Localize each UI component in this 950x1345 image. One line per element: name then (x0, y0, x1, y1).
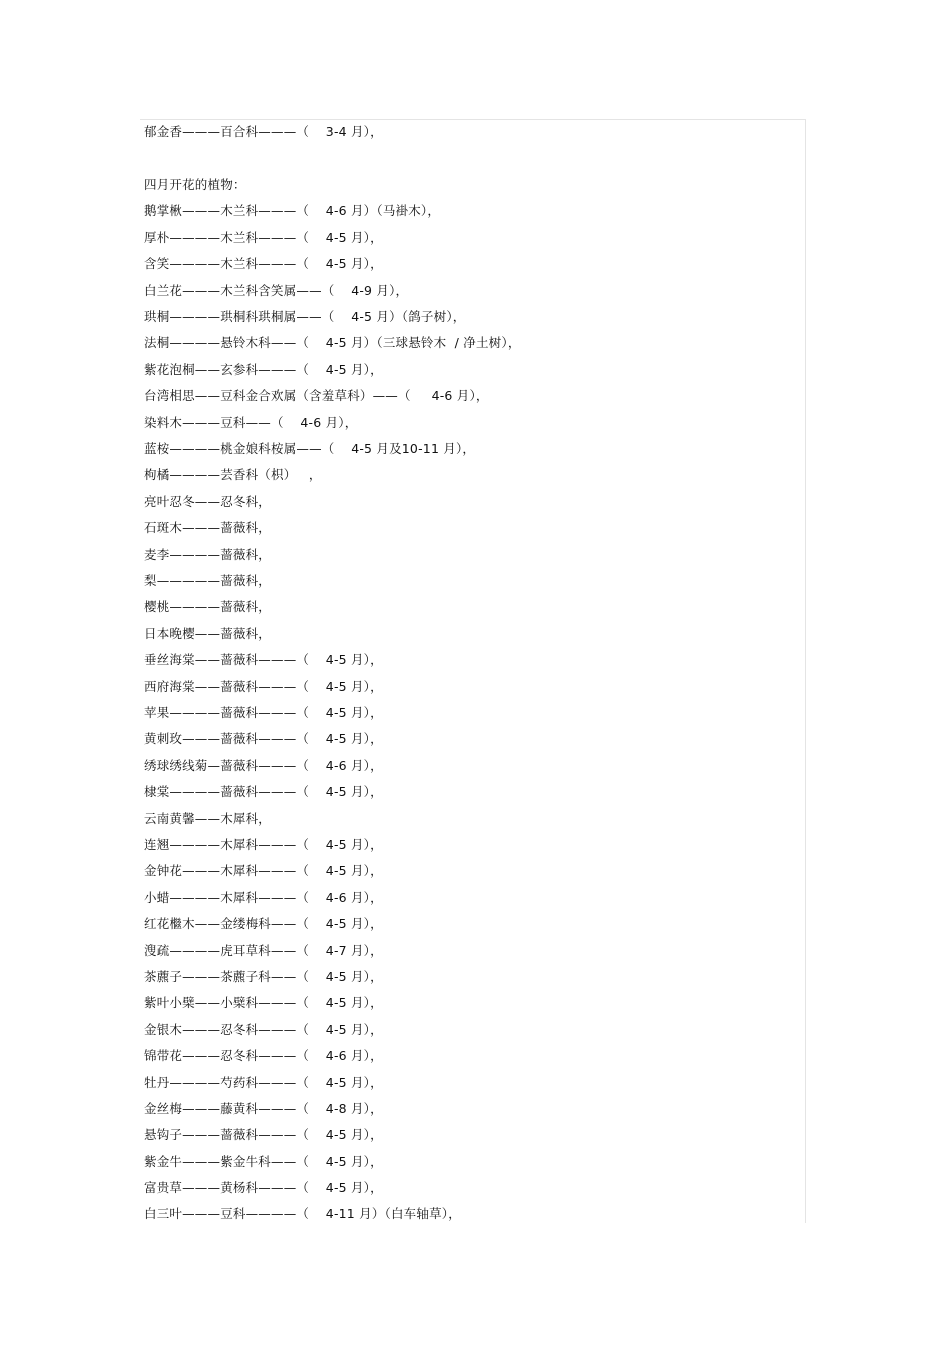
text-line: 连翘————木犀科———（ 4-5 月）， (144, 837, 383, 852)
text-line: 郁金香———百合科———（ 3-4 月）， (144, 124, 383, 139)
text-line: 金钟花———木犀科———（ 4-5 月）， (144, 863, 383, 878)
text-line: 锦带花———忍冬科———（ 4-6 月）， (144, 1048, 383, 1063)
text-line: 石斑木———蔷薇科， (144, 520, 272, 535)
text-line: 富贵草———黄杨科———（ 4-5 月）， (144, 1180, 383, 1195)
text-line: 紫花泡桐——玄参科———（ 4-5 月）， (144, 362, 383, 377)
text-line: 溲疏————虎耳草科——（ 4-7 月）， (144, 943, 383, 958)
text-line: 金银木———忍冬科———（ 4-5 月）， (144, 1022, 383, 1037)
text-line: 红花檵木——金缕梅科——（ 4-5 月）， (144, 916, 383, 931)
text-line: 白三叶———豆科————（ 4-11 月）（白车轴草）， (144, 1206, 461, 1221)
text-line: 云南黄馨——木犀科， (144, 811, 272, 826)
text-line: 鹅掌楸———木兰科———（ 4-6 月）（马褂木）， (144, 203, 441, 218)
text-line: 小蜡————木犀科———（ 4-6 月）， (144, 890, 383, 905)
text-line: 牡丹————芍药科———（ 4-5 月）， (144, 1075, 383, 1090)
text-line: 樱桃————蔷薇科， (144, 599, 272, 614)
text-line: 西府海棠——蔷薇科———（ 4-5 月）， (144, 679, 383, 694)
text-line: 金丝梅———藤黄科———（ 4-8 月）， (144, 1101, 383, 1116)
text-line: 染料木———豆科——（ 4-6 月）， (144, 415, 358, 430)
text-line: 茶藨子———茶藨子科——（ 4-5 月）， (144, 969, 383, 984)
text-line: 棣棠————蔷薇科———（ 4-5 月）， (144, 784, 383, 799)
section-heading: 四月开花的植物： (144, 177, 246, 192)
text-line: 紫金牛———紫金牛科——（ 4-5 月）， (144, 1154, 383, 1169)
text-line: 台湾相思——豆科金合欢属（含羞草科）——（ 4-6 月）， (144, 388, 489, 403)
text-line: 绣球绣线菊—蔷薇科———（ 4-6 月）， (144, 758, 383, 773)
text-line: 白兰花———木兰科含笑属——（ 4-9 月）， (144, 283, 409, 298)
text-line: 黄刺玫———蔷薇科———（ 4-5 月）， (144, 731, 383, 746)
text-line: 法桐————悬铃木科——（ 4-5 月）（三球悬铃木 / 净土树）， (144, 335, 521, 350)
text-line: 梨—————蔷薇科， (144, 573, 272, 588)
text-line: 垂丝海棠——蔷薇科———（ 4-5 月）， (144, 652, 383, 667)
text-line: 苹果————蔷薇科———（ 4-5 月）， (144, 705, 383, 720)
text-line: 含笑————木兰科———（ 4-5 月）， (144, 256, 383, 271)
text-line: 麦李————蔷薇科， (144, 547, 272, 562)
text-line: 蓝桉————桃金娘科桉属——（ 4-5 月及10-11 月）， (144, 441, 476, 456)
text-line: 厚朴————木兰科———（ 4-5 月）， (144, 230, 383, 245)
text-line: 悬钩子———蔷薇科———（ 4-5 月）， (144, 1127, 383, 1142)
text-line: 亮叶忍冬——忍冬科， (144, 494, 272, 509)
text-line: 珙桐————珙桐科珙桐属——（ 4-5 月）（鸽子树）， (144, 309, 466, 324)
text-line: 紫叶小檗——小檗科———（ 4-5 月）， (144, 995, 383, 1010)
text-line: 枸橘————芸香科（枳） ， (144, 467, 322, 482)
text-line: 日本晚樱——蔷薇科， (144, 626, 272, 641)
